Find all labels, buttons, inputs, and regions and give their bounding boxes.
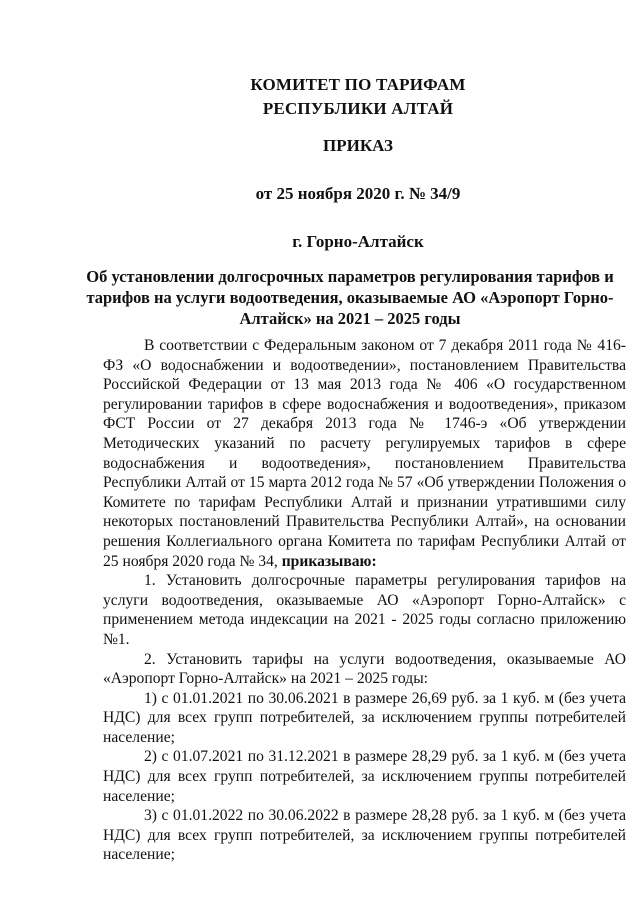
subitem-3: 3) с 01.01.2022 по 30.06.2022 в размере 28,28 руб. за 1 куб. м (без учета НДС) для всех групп потребителей, за исключением группы потребителей население; [103,807,626,864]
subitem-2: 2) с 01.07.2021 по 31.12.2021 в размере 28,29 руб. за 1 куб. м (без учета НДС) для всех групп потребителей, за исключением группы потребителей население; [103,748,626,805]
preamble-paragraph [103,336,626,571]
document-title: Об установлении долгосрочных параметров регулирования тарифов и тарифов на услуги водоотведения, оказываемые АО «Аэропорт Горно-Алтайск» на 2021 – 2025 годы [86,267,614,328]
item-2: 2. Установить тарифы на услуги водоотведения, оказываемые АО «Аэропорт Горно-Алтайск» на 2021 – 2025 годы: [103,650,626,688]
org-name-line1: КОМИТЕТ ПО ТАРИФАМ [250,75,466,94]
subitem-1: 1) с 01.01.2021 по 30.06.2021 в размере 26,69 руб. за 1 куб. м (без учета НДС) для всех групп потребителей, за исключением группы потребителей население; [103,689,626,746]
order-word: приказываю: [281,552,377,570]
item-1: 1. Установить долгосрочные параметры регулирования тарифов на услуги водоотведения, оказываемые АО «Аэропорт Горно-Алтайск» с применением метода индексации на 2021 - 2025 годы согласно приложению №1. [103,572,626,648]
preamble-text: В соответствии с Федеральным законом от 7 декабря 2011 года № 416-ФЗ «О водоснабжении и водоотведении», постановлением Правительства Российской Федерации от 13 мая 2013 года № 406 «О государственном регулировании тарифов в сфере водоснабжения и водоотведения», приказом ФСТ России от 27 декабря 2013 года № 1746-э «Об утверждении Методических указаний по расчету регулируемых тарифов в сфере водоснабжения и водоотведения», постановлением Правительства Республики Алтай от 15 марта 2012 года № 57 «Об утверждении Положения о Комитете по тарифам Республики Алтай и признании утратившими силу некоторых постановлений Правительства Республики Алтай», на основании решения Коллегиального органа Комитета по тарифам Республики Алтай от 25 ноября 2020 года № 34, [103,337,626,570]
date-number: от 25 ноября 2020 г. № 34/9 [255,184,461,203]
doc-type: ПРИКАЗ [323,136,393,155]
document-body [103,336,626,865]
org-name-line2: РЕСПУБЛИКИ АЛТАЙ [262,99,454,118]
city: г. Горно-Алтайск [292,232,424,251]
